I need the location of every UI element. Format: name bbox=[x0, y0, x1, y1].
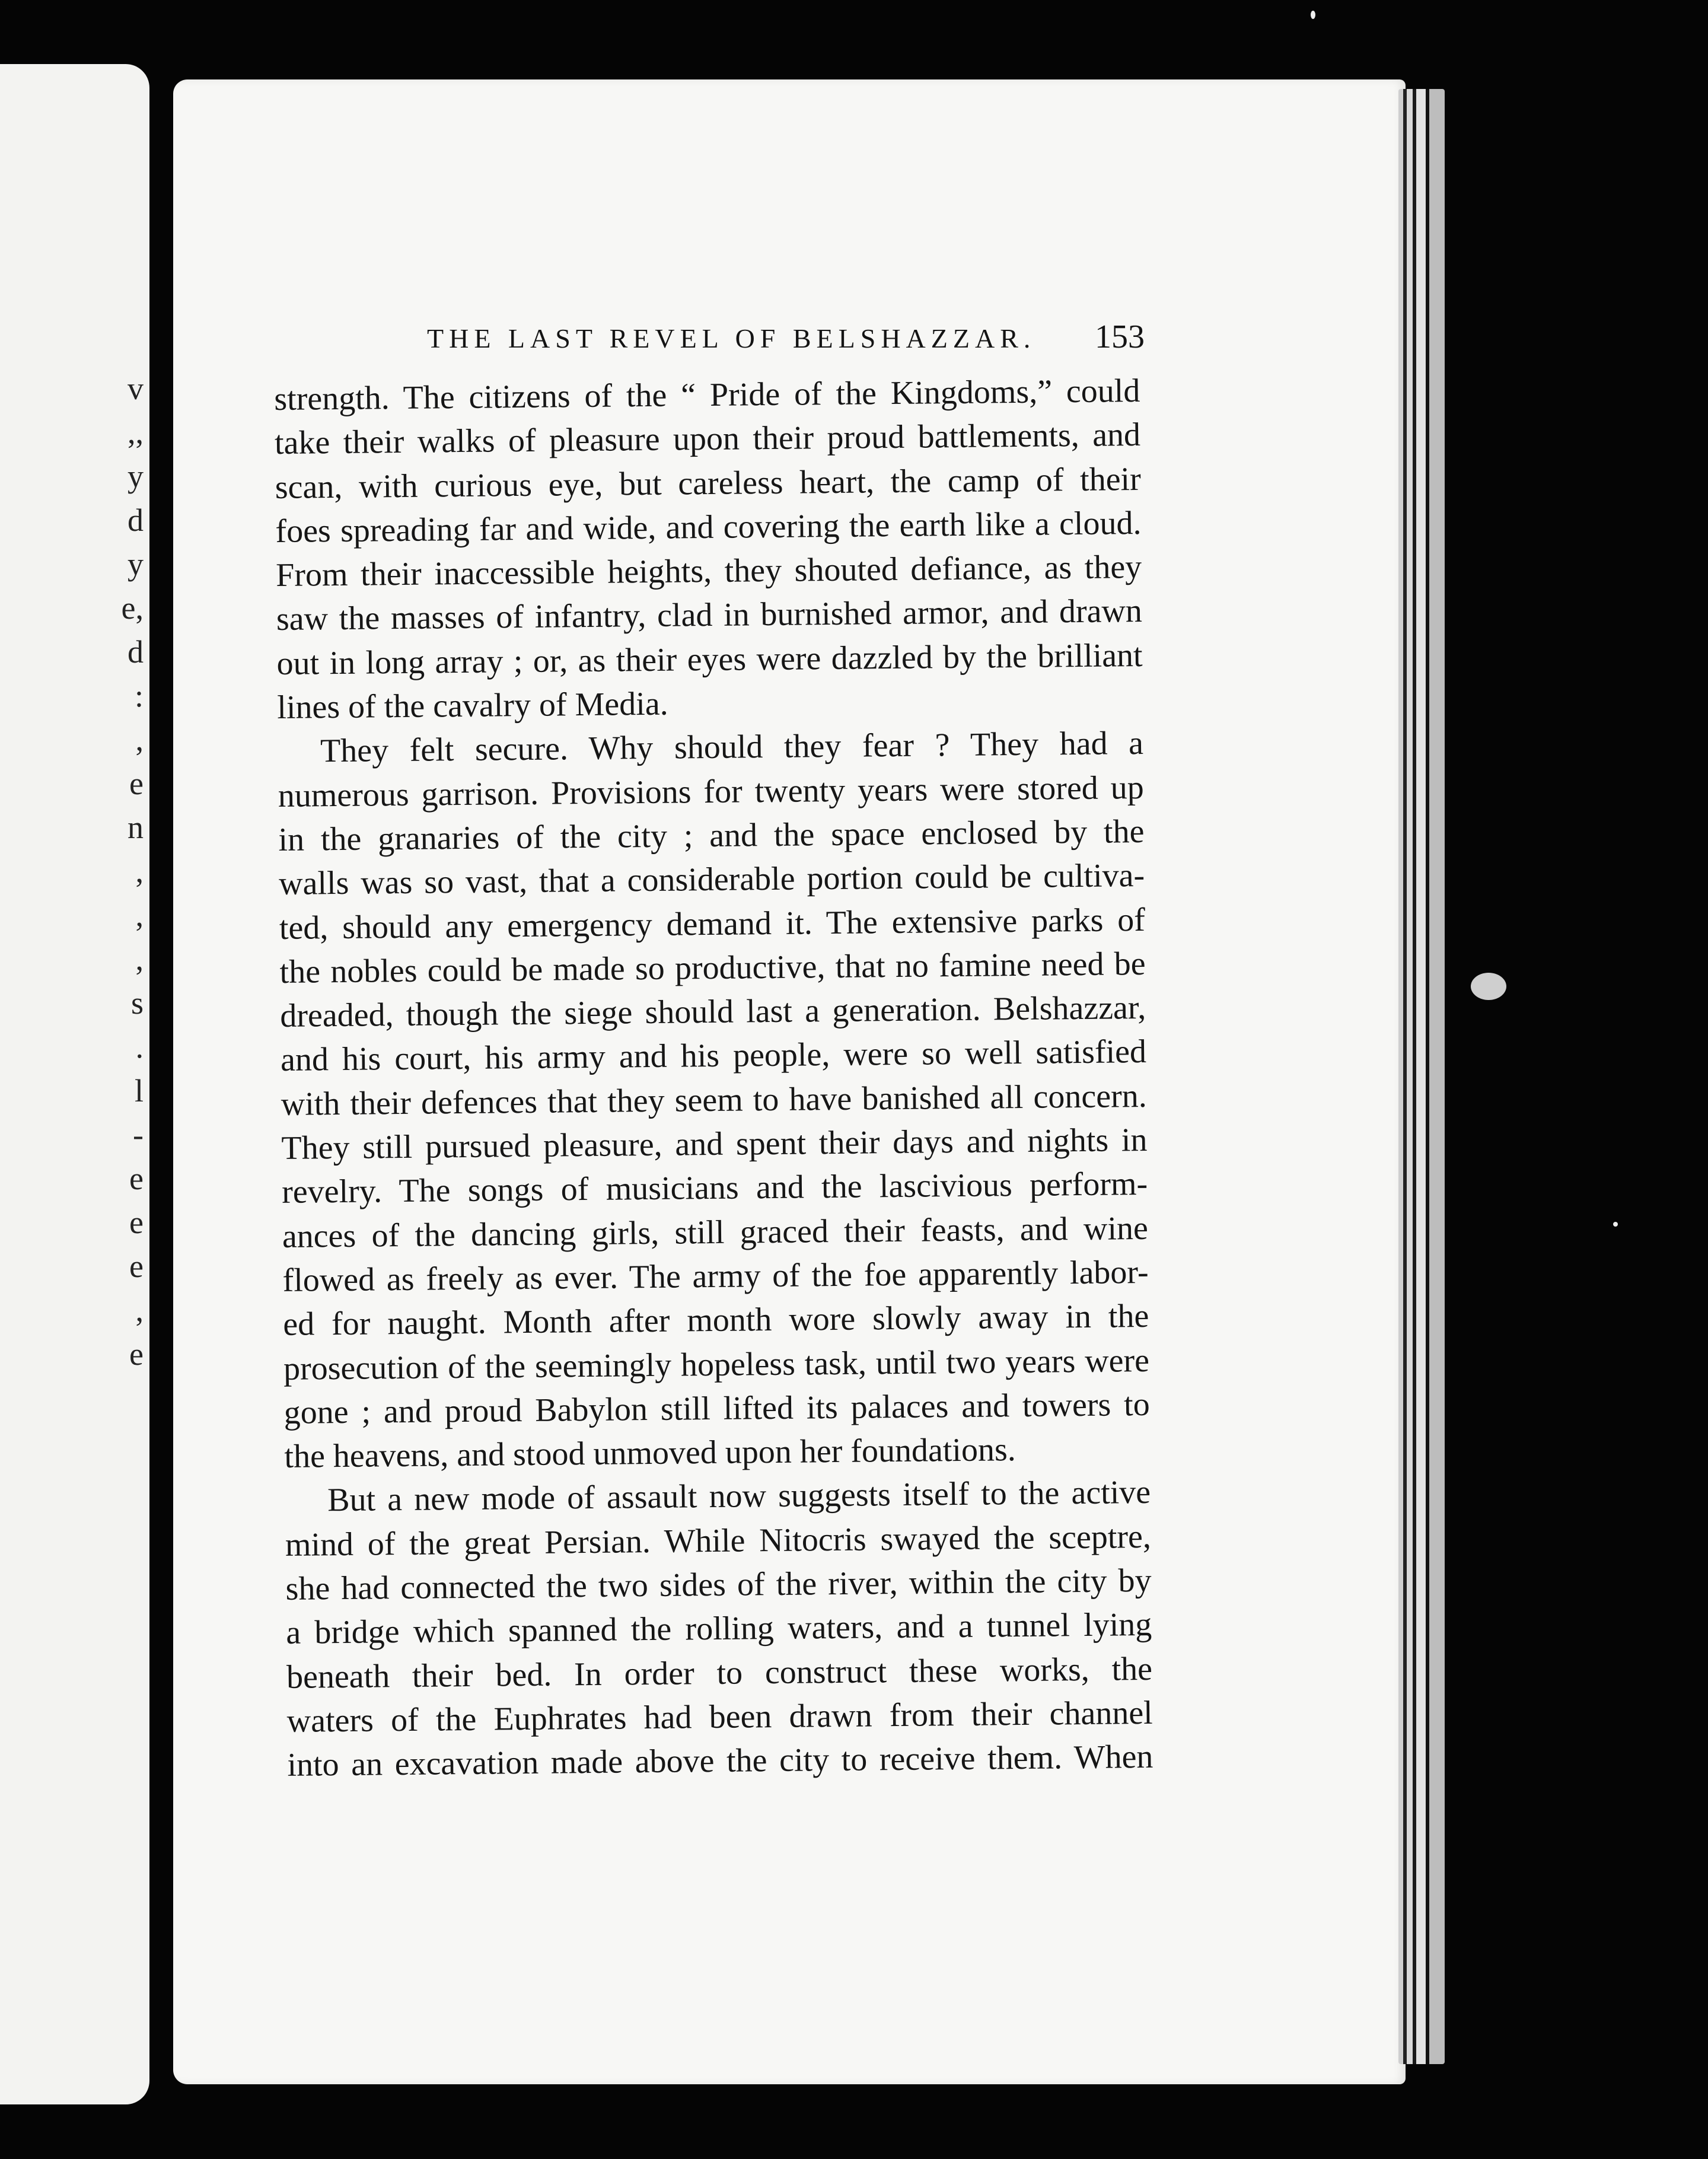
text-line: walls was so vast, that a considerable portion could be cultiva- bbox=[278, 857, 1145, 903]
left-page-line-ending: e bbox=[129, 1205, 144, 1240]
left-page-line-ending: , bbox=[135, 897, 144, 933]
left-page-line-ending: e bbox=[129, 1336, 144, 1372]
running-head bbox=[427, 318, 1145, 365]
text-line: take their walks of pleasure upon their proud battlements, and bbox=[274, 416, 1141, 462]
left-page-line-ending: e bbox=[129, 766, 144, 801]
text-line: she had connected the two sides of the river, within the city by bbox=[285, 1562, 1152, 1607]
scan-speck bbox=[1613, 1222, 1618, 1227]
text-line: into an excavation made above the city to receive them. When bbox=[287, 1738, 1153, 1784]
text-line: From their inaccessible heights, they shouted defiance, as they bbox=[275, 549, 1142, 594]
text-line: out in long array ; or, as their eyes were dazzled by the brilliant bbox=[276, 636, 1143, 682]
text-line: lines of the cavalry of Media. bbox=[277, 685, 668, 727]
text-line: beneath their bed. In order to construct these works, the bbox=[286, 1650, 1153, 1696]
left-page-line-ending: v bbox=[128, 371, 144, 406]
left-page-fragment bbox=[0, 64, 149, 2104]
text-line: the nobles could be made so productive, that no famine need be bbox=[279, 945, 1146, 991]
text-line: waters of the Euphrates had been drawn from their channel bbox=[286, 1694, 1153, 1740]
running-title: THE LAST REVEL OF BELSHAZZAR. bbox=[427, 323, 1036, 354]
text-line: saw the masses of infantry, clad in burnished armor, and drawn bbox=[276, 593, 1143, 638]
text-line: in the granaries of the city ; and the space enclosed by the bbox=[278, 813, 1145, 858]
text-line: ed for naught. Month after month wore slowly away in the bbox=[283, 1298, 1149, 1343]
text-line: and his court, his army and his people, were so well satisfied bbox=[280, 1033, 1147, 1079]
text-line: ances of the dancing girls, still graced their feasts, and wine bbox=[282, 1209, 1149, 1255]
text-line: with their defences that they seem to have banished all concern. bbox=[281, 1077, 1147, 1123]
left-page-line-ending: y bbox=[128, 458, 144, 494]
scan-speck bbox=[1471, 973, 1506, 1000]
left-page-line-ending: d bbox=[128, 502, 144, 538]
text-line: They still pursued pleasure, and spent their days and nights in bbox=[281, 1121, 1148, 1167]
left-page-line-ending: , bbox=[135, 1292, 144, 1328]
text-line: But a new mode of assault now suggests itself to the active bbox=[327, 1474, 1151, 1519]
body-text bbox=[274, 369, 1153, 1787]
left-page-line-ending: l bbox=[134, 1073, 144, 1109]
text-line: prosecution of the seemingly hopeless task, until two years were bbox=[283, 1342, 1150, 1387]
left-page-line-ending: s bbox=[130, 985, 144, 1021]
text-line: dreaded, though the siege should last a generation. Belshazzar, bbox=[280, 989, 1146, 1035]
left-page-line-ending: , bbox=[135, 854, 144, 889]
text-line: revelry. The songs of musicians and the lascivious perform- bbox=[281, 1166, 1148, 1211]
left-page-line-ending: : bbox=[134, 678, 144, 714]
text-line: gone ; and proud Babylon still lifted its palaces and towers to bbox=[283, 1386, 1150, 1431]
text-line: a bridge which spanned the rolling waters, and a tunnel lying bbox=[286, 1606, 1152, 1652]
scan-speck bbox=[1311, 11, 1315, 19]
text-line: ted, should any emergency demand it. The extensive parks of bbox=[279, 901, 1146, 947]
text-line: mind of the great Persian. While Nitocris swayed the sceptre, bbox=[285, 1518, 1152, 1563]
text-line: scan, with curious eye, but careless heart, the camp of their bbox=[275, 460, 1142, 506]
left-page-line-ending: d bbox=[128, 634, 144, 670]
left-page-line-ending: , bbox=[135, 722, 144, 757]
left-page-line-ending: y bbox=[128, 546, 144, 582]
page-edges bbox=[1398, 89, 1445, 2064]
text-line: numerous garrison. Provisions for twenty years were stored up bbox=[278, 769, 1145, 814]
left-page-line-ending: e, bbox=[121, 590, 144, 626]
page-number: 153 bbox=[1095, 319, 1145, 355]
left-page-line-ending: e bbox=[129, 1249, 144, 1284]
text-line: They felt secure. Why should they fear ? They had a bbox=[320, 725, 1144, 770]
left-page-line-ending: n bbox=[128, 810, 144, 845]
text-line: foes spreading far and wide, and covering the earth like a cloud. bbox=[275, 504, 1142, 550]
left-page-line-ending: . bbox=[135, 1029, 144, 1065]
text-line: flowed as freely as ever. The army of the foe apparently labor- bbox=[282, 1253, 1149, 1299]
left-page-line-ending: - bbox=[133, 1117, 144, 1152]
left-page-line-ending: ,, bbox=[128, 415, 144, 450]
text-line: strength. The citizens of the “ Pride of the Kingdoms,” could bbox=[274, 372, 1140, 418]
text-line: the heavens, and stood unmoved upon her foundations. bbox=[284, 1431, 1016, 1476]
left-page-line-ending: e bbox=[129, 1161, 144, 1196]
left-page-line-ending: , bbox=[135, 941, 144, 977]
